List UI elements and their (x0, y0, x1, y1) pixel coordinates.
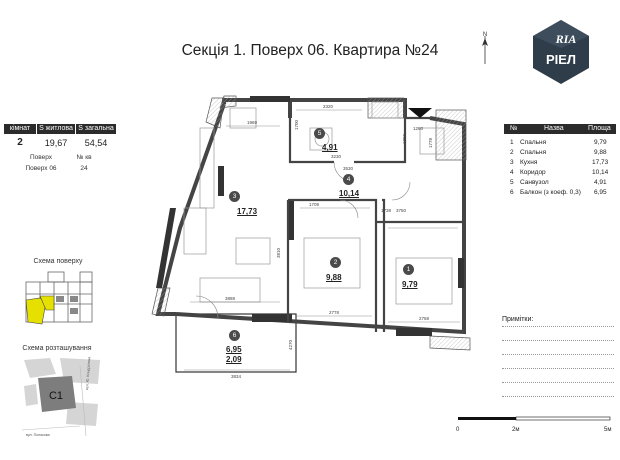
info-apt-no-label: № кв (76, 154, 92, 161)
note-line (502, 354, 614, 355)
table-row-area: 10,14 (592, 169, 609, 176)
dim-2768: 2768 (418, 316, 430, 321)
rooms-header-name: Назва (544, 125, 564, 132)
dim-3750: 3750 (396, 208, 407, 213)
floor-scheme-label: Схема поверху (33, 258, 83, 265)
info-floor-value: Поверх 06 (25, 165, 57, 172)
table-row-area: 9,79 (594, 139, 607, 146)
room-6-area-secondary: 2,09 (226, 355, 242, 364)
location-scheme-map (20, 356, 104, 438)
dim-3834: 3834 (230, 374, 242, 379)
dim-1250: 1250 (402, 133, 407, 144)
table-row-no: 5 (510, 179, 514, 186)
logo-text-bottom: РІЕЛ (545, 52, 577, 67)
table-row-no: 1 (510, 139, 514, 146)
room-1-id: 1 (403, 264, 414, 275)
table-row-name: Коридор (520, 169, 546, 176)
scale-label-end: 5м (604, 427, 612, 433)
ria-riel-logo (530, 18, 592, 86)
scale-label-zero: 0 (456, 427, 460, 433)
scale-label-mid: 2м (512, 427, 520, 433)
room-6-id: 6 (229, 330, 240, 341)
info-header-total: S загальна (76, 124, 116, 134)
info-total-value: 54,54 (84, 138, 108, 148)
note-line (502, 340, 614, 341)
table-row-name: Кухня (520, 159, 538, 166)
table-row-name: Спальня (520, 139, 547, 146)
entrance-arrow-icon (408, 108, 432, 118)
dim-1280: 1280 (412, 126, 424, 131)
table-row-no: 4 (510, 169, 514, 176)
dim-2320: 2320 (322, 104, 334, 109)
scale-bar (456, 416, 616, 426)
street-label-1: вул. Ю. Кондратюка (85, 356, 92, 391)
info-rooms-value: 2 (17, 137, 23, 148)
building-label: С1 (48, 390, 64, 402)
dim-2778: 2778 (328, 310, 340, 315)
page-title: Секція 1. Поверх 06. Квартира №24 (181, 42, 439, 59)
dim-1738: 1738 (380, 208, 392, 213)
table-row-name: Спальня (520, 149, 547, 156)
room-3-id: 3 (229, 191, 240, 202)
dim-3810: 3810 (276, 247, 281, 258)
rooms-header-no: № (510, 125, 518, 132)
table-row-area: 9,88 (594, 149, 607, 156)
rooms-header-area: Площа (588, 125, 611, 132)
table-row-no: 3 (510, 159, 514, 166)
note-line (502, 382, 614, 383)
table-row-area: 17,73 (592, 159, 609, 166)
room-6-area: 6,95 (226, 345, 242, 354)
table-row-no: 2 (510, 149, 514, 156)
floor-plan (140, 88, 476, 398)
info-living-value: 19,67 (44, 138, 68, 148)
dim-4270: 4270 (288, 339, 293, 350)
north-label: N (482, 32, 488, 38)
street-label-2: вул. Полякова (26, 433, 50, 437)
dim-1969: 1969 (246, 120, 258, 125)
table-row-name: Санвузол (520, 179, 549, 186)
info-floor-label: Поверх (29, 154, 53, 161)
dim-1709: 1709 (308, 202, 320, 207)
info-apt-no-value: 24 (80, 165, 88, 172)
note-line (502, 326, 614, 327)
logo-text-top: RIA (555, 32, 577, 46)
notes-label: Примітки: (502, 316, 534, 323)
room-5-id: 5 (314, 128, 325, 139)
room-4-area: 10,14 (339, 189, 360, 198)
info-header-living: S житлова (37, 124, 75, 134)
location-scheme-label: Схема розташування (22, 345, 92, 352)
table-row-no: 6 (510, 189, 514, 196)
table-row-area: 6,95 (594, 189, 607, 196)
dim-3888: 3888 (224, 296, 236, 301)
dim-1700: 1700 (294, 119, 299, 130)
note-line (502, 368, 614, 369)
room-4-id: 4 (343, 174, 354, 185)
room-2-area: 9,88 (326, 273, 342, 282)
dim-3230: 3230 (330, 154, 342, 159)
note-line (502, 396, 614, 397)
info-header-rooms: кімнат (4, 124, 36, 134)
table-row-area: 4,91 (594, 179, 607, 186)
room-1-area: 9,79 (402, 280, 418, 289)
dim-1778: 1778 (428, 137, 433, 148)
table-row-name: Балкон (з коеф. 0,3) (520, 189, 581, 196)
dim-3530: 3530 (342, 166, 354, 171)
room-5-area: 4,91 (322, 143, 338, 152)
room-2-id: 2 (330, 257, 341, 268)
room-3-area: 17,73 (237, 207, 258, 216)
floor-scheme-map (18, 268, 100, 330)
north-arrow-icon (478, 30, 492, 66)
